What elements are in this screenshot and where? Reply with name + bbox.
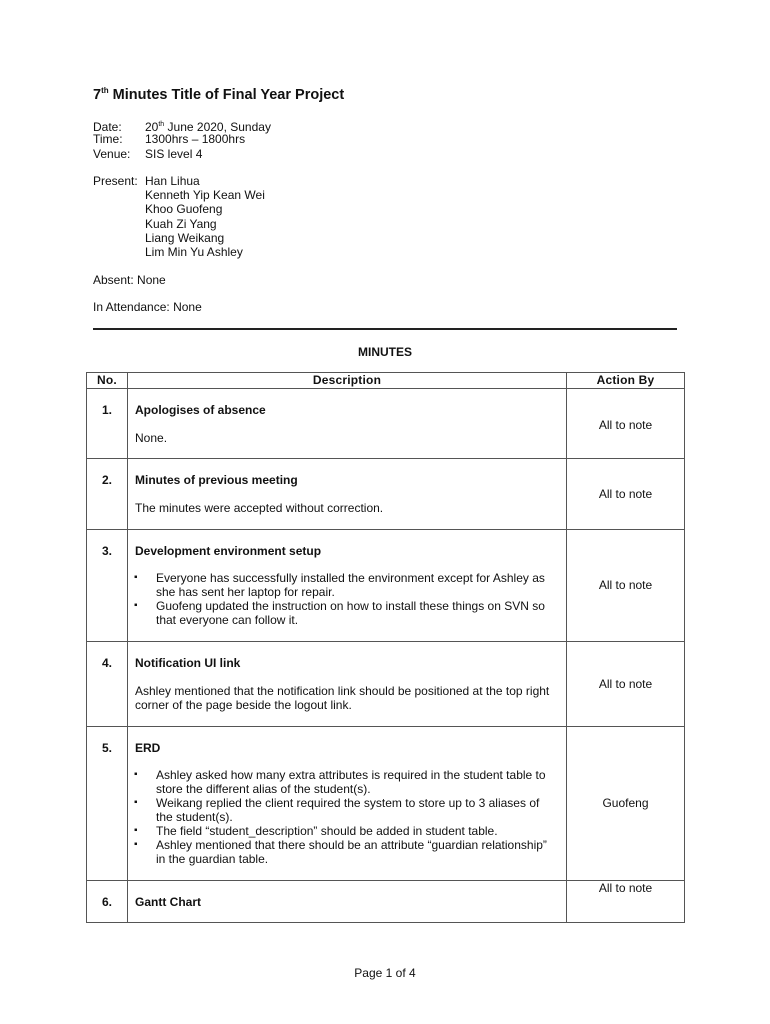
bullet-list	[135, 768, 555, 866]
row-text: The minutes were accepted without correction.	[135, 501, 384, 515]
table-row	[87, 642, 685, 727]
row-heading: ERD	[135, 741, 161, 755]
header-description: Description	[128, 373, 567, 389]
row-heading: Gantt Chart	[135, 895, 201, 909]
bullet-item: ▪ Weikang replied the client required the system to store up to 3 aliases of the student(s).	[135, 796, 555, 824]
bullet-item: ▪ Guofeng updated the instruction on how to install these things on SVN so that everyone can follow it.	[135, 599, 563, 627]
meta-venue: Venue: SIS level 4	[93, 147, 203, 161]
row-number: 3.	[101, 544, 112, 558]
table-row	[87, 881, 685, 923]
row-number: 2.	[101, 473, 112, 487]
row-heading: Notification UI link	[135, 656, 241, 670]
bullet-item: ▪ Everyone has successfully installed the environment except for Ashley as she has sent her laptop for repair.	[135, 571, 563, 599]
in-attendance-line: In Attendance: None	[93, 300, 202, 314]
document-title: 7th Minutes Title of Final Year Project	[93, 86, 345, 103]
minutes-heading: MINUTES	[358, 345, 412, 359]
header-no: No.	[87, 373, 128, 389]
minutes-table	[86, 372, 685, 923]
bullet-list	[135, 571, 563, 627]
row-action: All to note	[598, 418, 653, 432]
absent-line: Absent: None	[93, 273, 166, 287]
page-number: Page 1 of 4	[354, 966, 416, 980]
present-name: Han Lihua	[145, 174, 200, 188]
bullet-item: ▪ The field “student_description” should be added in student table.	[135, 824, 555, 838]
bullet-item: ▪ Ashley asked how many extra attributes is required in the student table to store the different alias of the student(s).	[135, 768, 555, 796]
row-text: None.	[135, 431, 168, 445]
row-heading: Minutes of previous meeting	[135, 473, 298, 487]
present-name: Kuah Zi Yang	[145, 216, 217, 231]
meta-time: Time: 1300hrs – 1800hrs	[93, 132, 246, 146]
header-action-by: Action By	[567, 373, 685, 389]
table-row	[87, 459, 685, 530]
present-list: Present: Han Lihua Kenneth Yip Kean Wei Khoo Guofeng Kuah Zi Yang Liang Weikang Lim Min Yu Ashley	[93, 174, 145, 188]
row-action: All to note	[598, 881, 653, 895]
row-text: Ashley mentioned that the notification link should be positioned at the top right corner of the page beside the logout link.	[135, 684, 550, 712]
table-row	[87, 389, 685, 459]
divider	[93, 328, 677, 330]
row-action: All to note	[598, 677, 653, 691]
table-row	[87, 530, 685, 642]
row-action: Guofeng	[602, 796, 649, 810]
table-header-row	[87, 373, 685, 389]
row-number: 6.	[101, 895, 112, 909]
row-number: 5.	[101, 741, 112, 755]
row-action: All to note	[598, 578, 653, 592]
row-number: 1.	[101, 403, 112, 417]
row-heading: Development environment setup	[135, 544, 322, 558]
present-name: Khoo Guofeng	[145, 202, 223, 217]
row-action: All to note	[598, 487, 653, 501]
present-name: Liang Weikang	[145, 230, 225, 245]
row-heading: Apologises of absence	[135, 403, 266, 417]
present-name: Lim Min Yu Ashley	[145, 245, 243, 260]
meta-date: Date: 20th June 2020, Sunday	[93, 120, 271, 134]
row-number: 4.	[101, 656, 112, 670]
bullet-item: ▪ Ashley mentioned that there should be an attribute “guardian relationship” in the guardian table.	[135, 838, 555, 866]
table-row	[87, 727, 685, 881]
present-name: Kenneth Yip Kean Wei	[145, 188, 265, 203]
